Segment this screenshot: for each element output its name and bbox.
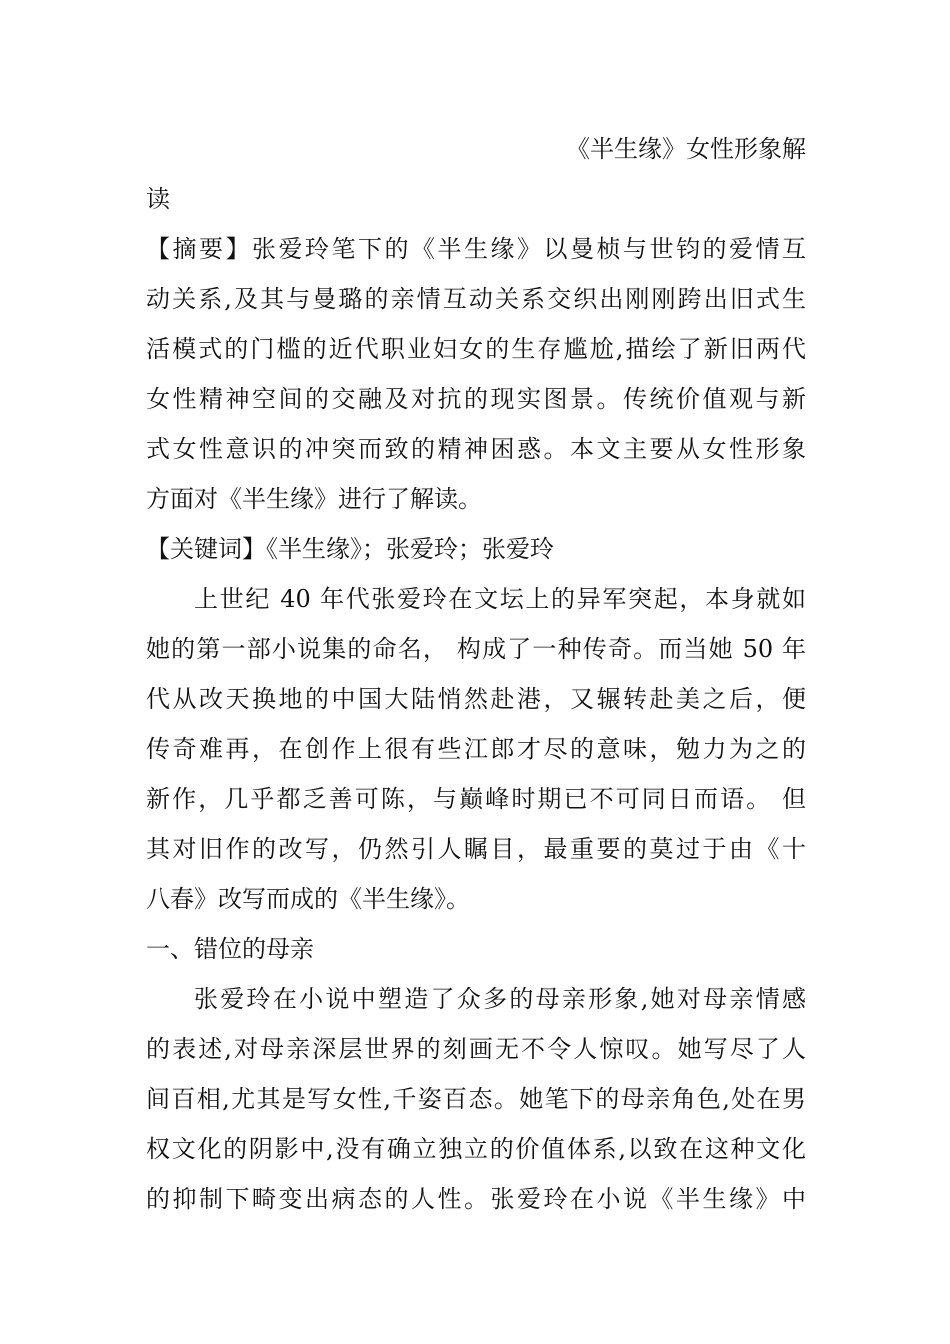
abstract-line: 【摘要】张爱玲笔下的《半生缘》以曼桢与世钧的爱情互	[146, 235, 806, 263]
section-line: 的表述,对母亲深层世界的刻画无不令人惊叹。她写尽了人	[146, 1035, 806, 1063]
abstract-line: 动关系,及其与曼璐的亲情互动关系交织出刚刚跨出旧式生	[146, 285, 806, 313]
intro-line: 新作，几乎都乏善可陈，与巅峰时期已不可同日而语。 但	[146, 785, 806, 813]
intro-line: 其对旧作的改写，仍然引人瞩目，最重要的莫过于由《十	[146, 835, 806, 863]
intro-line: 传奇难再，在创作上很有些江郎才尽的意味，勉力为之的	[146, 735, 806, 763]
section-line: 权文化的阴影中,没有确立独立的价值体系,以致在这种文化	[146, 1135, 806, 1163]
document-title-continued: 读	[146, 185, 170, 213]
keywords-line: 【关键词】《半生缘》；张爱玲；张爱玲	[146, 535, 554, 563]
section-paragraph	[146, 974, 806, 1224]
abstract-line: 活模式的门槛的近代职业妇女的生存尴尬,描绘了新旧两代	[146, 335, 806, 363]
section-line: 张爱玲在小说中塑造了众多的母亲形象,她对母亲情感	[194, 985, 806, 1013]
section-line: 的抑制下畸变出病态的人性。张爱玲在小说《半生缘》中	[146, 1185, 806, 1213]
abstract-line: 女性精神空间的交融及对抗的现实图景。传统价值观与新	[146, 385, 806, 413]
document-title: 《半生缘》女性形象解	[566, 135, 806, 163]
intro-line: 八春》改写而成的《半生缘》。	[146, 885, 470, 913]
section-heading: 一、错位的母亲	[146, 935, 314, 963]
abstract-paragraph	[146, 224, 806, 524]
abstract-line: 方面对《半生缘》进行了解读。	[146, 485, 482, 513]
abstract-line: 式女性意识的冲突而致的精神困惑。本文主要从女性形象	[146, 435, 806, 463]
intro-line: 她的第一部小说集的命名， 构成了一种传奇。而当她 50 年	[146, 635, 806, 663]
intro-line: 代从改天换地的中国大陆悄然赴港，又辗转赴美之后，便	[146, 685, 806, 713]
intro-line: 上世纪 40 年代张爱玲在文坛上的异军突起，本身就如	[194, 585, 806, 613]
intro-paragraph	[146, 574, 806, 924]
section-line: 间百相,尤其是写女性,千姿百态。她笔下的母亲角色,处在男	[146, 1085, 806, 1113]
document-page	[146, 124, 806, 1224]
